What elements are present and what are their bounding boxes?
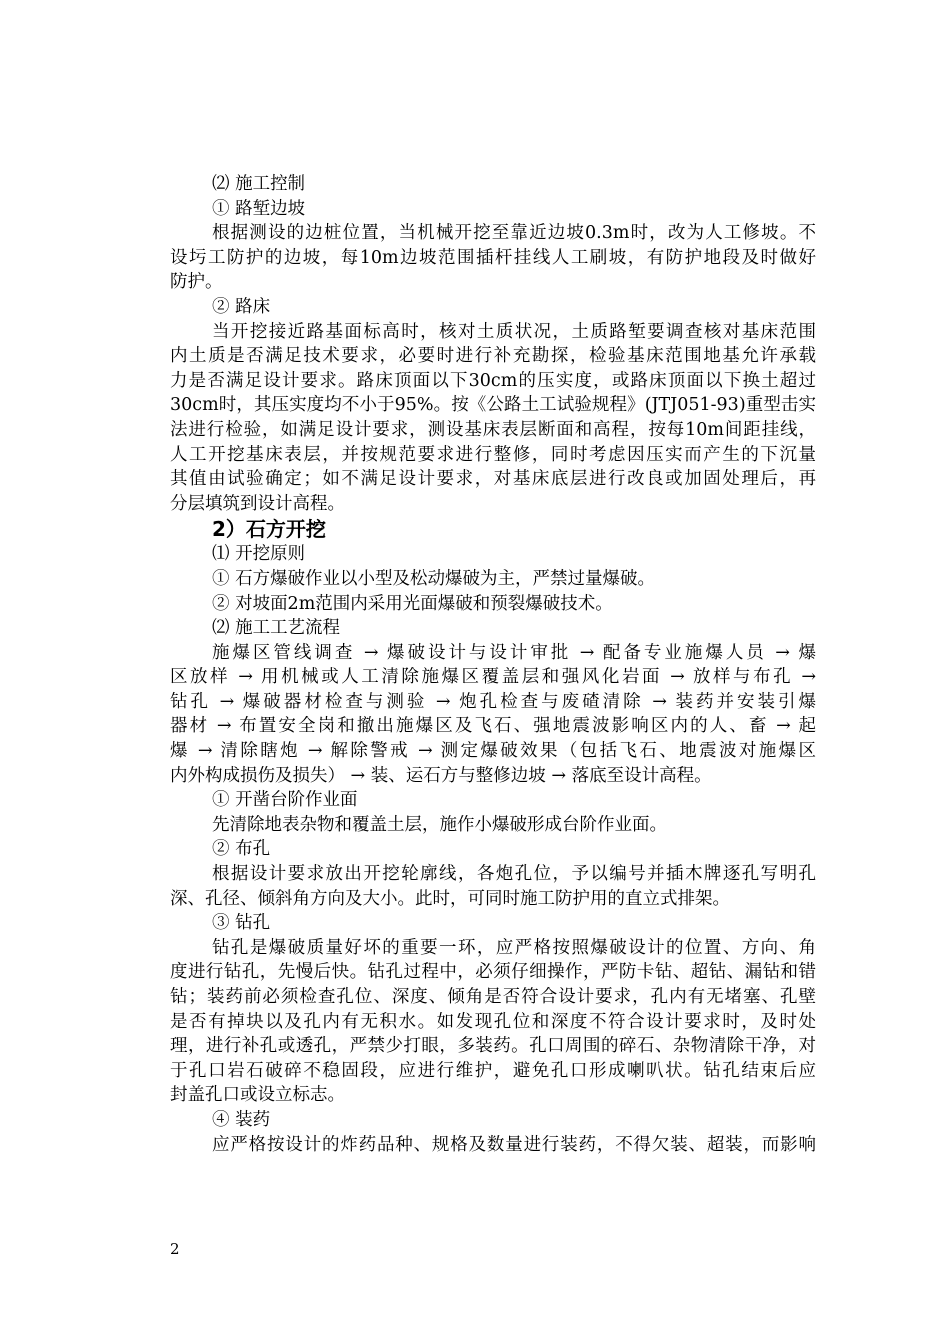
text-line: 爆 → 清除瞎炮 → 解除警戒 → 测定爆破效果（包括飞石、地震波对施爆区 <box>170 741 816 762</box>
text-line: ② 对坡面2m范围内采用光面爆破和预裂爆破技术。 <box>212 593 613 614</box>
text-line: 是否有掉块以及孔内有无积水。如发现孔位和深度不符合设计要求时，及时处 <box>170 1011 816 1032</box>
text-line: 当开挖接近路基面标高时，核对土质状况，土质路堑要调查核对基床范围 <box>212 321 816 342</box>
text-line: 先清除地表杂物和覆盖土层，施作小爆破形成台阶作业面。 <box>212 814 667 835</box>
text-line: ① 开凿台阶作业面 <box>212 790 358 811</box>
text-line: 钻孔 → 爆破器材检查与测验 → 炮孔检查与废碴清除 → 装药并安装引爆 <box>170 691 816 712</box>
text-line: ⑴ 开挖原则 <box>212 544 306 565</box>
text-line: 防护。 <box>170 272 223 293</box>
text-line: 于孔口岩石破碎不稳固段，应进行维护，避免孔口形成喇叭状。钻孔结束后应 <box>170 1060 816 1081</box>
text-line: ① 路堑边坡 <box>212 198 306 219</box>
text-line: 区放样 → 用机械或人工清除施爆区覆盖层和强风化岩面 → 放样与布孔 → <box>170 667 816 688</box>
text-line: 人工开挖基床表层，并按规范要求进行整修，同时考虑因压实而产生的下沉量 <box>170 444 816 465</box>
text-line: ⑵ 施工工艺流程 <box>212 618 341 639</box>
text-line: 根据测设的边桩位置，当机械开挖至靠近边坡0.3m时，改为人工修坡。不 <box>212 223 816 244</box>
text-line: ⑵ 施工控制 <box>212 174 306 194</box>
text-line: 力是否满足设计要求。路床顶面以下30cm的压实度，或路床顶面以下换土超过 <box>170 370 816 391</box>
text-line: 根据设计要求放出开挖轮廓线，各炮孔位，予以编号并插木牌逐孔写明孔 <box>212 864 816 885</box>
text-line: 钻孔是爆破质量好坏的重要一环，应严格按照爆破设计的位置、方向、角 <box>212 937 816 958</box>
text-line: 法进行检验，如满足设计要求，测设基床表层断面和高程，按每10m间距挂线， <box>170 419 816 440</box>
text-line: 其值由试验确定；如不满足设计要求，对基床底层进行改良或加固处理后，再 <box>170 469 816 490</box>
section-heading: 2）石方开挖 <box>212 517 326 542</box>
text-line: 封盖孔口或设立标志。 <box>170 1085 345 1106</box>
text-line: ④ 装药 <box>212 1109 271 1130</box>
text-line: 深、孔径、倾斜角方向及大小。此时，可同时施工防护用的直立式排架。 <box>170 888 730 909</box>
document-body <box>170 172 816 1157</box>
text-line: 30cm时，其压实度均不小于95%。按《公路土工试验规程》(JTJ051-93)重型击实 <box>170 395 816 416</box>
text-line: 施爆区管线调查 → 爆破设计与设计审批 → 配备专业施爆人员 → 爆 <box>212 642 816 663</box>
text-line: 内外构成损伤及损失） → 装、运石方与整修边坡 → 落底至设计高程。 <box>170 765 712 786</box>
text-line: 设圬工防护的边坡，每10m边坡范围插杆挂线人工刷坡，有防护地段及时做好 <box>170 247 816 268</box>
text-line: 度进行钻孔，先慢后快。钻孔过程中，必须仔细操作，严防卡钻、超钻、漏钻和错 <box>170 962 816 983</box>
text-line: 器材 → 布置安全岗和撤出施爆区及飞石、强地震波影响区内的人、畜 → 起 <box>170 716 816 737</box>
text-line: 内土质是否满足技术要求，必要时进行补充勘探，检验基床范围地基允许承载 <box>170 346 816 367</box>
text-line: 应严格按设计的炸药品种、规格及数量进行装药，不得欠装、超装，而影响 <box>212 1134 816 1155</box>
text-line: 钻；装药前必须检查孔位、深度、倾角是否符合设计要求，孔内有无堵塞、孔壁 <box>170 987 816 1007</box>
page-number: 2 <box>170 1240 180 1258</box>
text-line: ② 布孔 <box>212 839 271 860</box>
text-line: 理，进行补孔或透孔，严禁少打眼，多装药。孔口周围的碎石、杂物清除干净，对 <box>170 1036 816 1057</box>
text-line: ③ 钻孔 <box>212 913 271 934</box>
text-line: ① 石方爆破作业以小型及松动爆破为主，严禁过量爆破。 <box>212 568 656 589</box>
text-line: 分层填筑到设计高程。 <box>170 493 345 514</box>
text-line: ② 路床 <box>212 296 271 317</box>
